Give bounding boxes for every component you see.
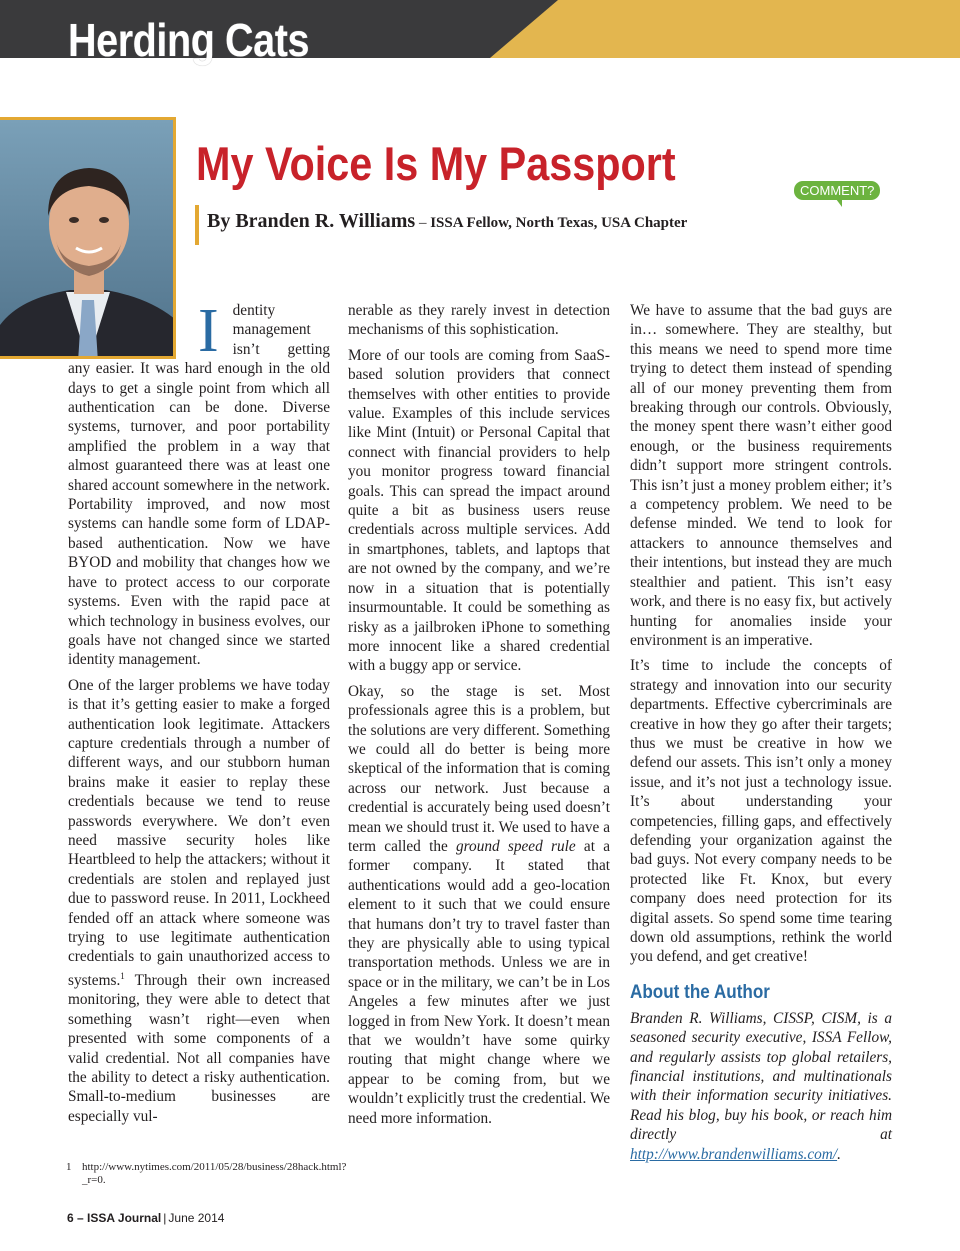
issue-date: June 2014 (168, 1211, 225, 1225)
title-rule (195, 205, 199, 245)
drop-cap: I (198, 297, 219, 365)
article-title: My Voice Is My Passport (196, 137, 676, 190)
emphasis-term: ground speed rule (456, 837, 576, 855)
footnote-link[interactable]: http://www.nytimes.com/2011/05/28/business/28hack.html?_r=0. (82, 1161, 347, 1186)
paragraph: We have to assume that the bad guys are in… somewhere. They are stealthy, but this means we need to spend more time trying to detect them instead of spending all of our money preventing them from breaking through our controls. Obviously, the money spent there wasn’t either good enough, or the business requirements didn’t support more stringent controls. This isn’t just a money problem either; it’s a competency problem. We need to be defense minded. We tend to look for attackers to announce themselves and their intentions, but instead they are much stealthier and patient. This isn’t easy work, and there is no easy fix, but actively hunting for anomalies inside your environment is an imperative. (630, 302, 892, 649)
author-bio-text: Branden R. Williams, CISSP, CISM, is a seasoned security executive, ISSA Fellow, and regularly assists top global retailers, financial institutions, and multinationals with their information security initiatives. Read his blog, buy his book, or reach him directly at (630, 1009, 892, 1144)
paragraph (68, 297, 330, 670)
paragraph-text: Okay, so the stage is set. Most professionals agree this is a problem, but the solutions are very different. Something we could all do better is being more skeptical of the information that is coming across our network. Just because a credential is accurately being used doesn’t mean we should trust it. We used to have a term called the (348, 682, 610, 855)
footnote (66, 1161, 347, 1187)
comment-button[interactable]: COMMENT? (794, 181, 880, 200)
author-name: By Branden R. Williams (207, 210, 416, 232)
author-website-link[interactable]: http://www.brandenwilliams.com/ (630, 1145, 838, 1163)
paragraph: nerable as they rarely invest in detection mechanisms of this sophistication. (348, 302, 610, 339)
footnote-number: 1 (66, 1161, 72, 1173)
about-author-heading: About the Author (630, 981, 770, 1003)
body-column-2 (348, 301, 610, 1134)
paragraph (348, 682, 610, 1128)
paragraph-text: at a former company. It stated that authentications would add a geo-location element to it such that we could ensure that humans don’t try to travel faster than they are physically able to using typical transportation methods. Unless we are in space or in the military, we can’t be in Los Angeles a few minutes after we just logged in from New York. It doesn’t mean that we wouldn’t have some quirky routing that might change where we appear to be coming from, but we wouldn’t explicitly trust the credential. We need more information. (348, 837, 610, 1127)
paragraph: More of our tools are coming from SaaS-based solution providers that connect themselves with other entities to provide value. Examples of this include services like Mint (Intuit) or Personal Capital that connect with financial providers to help you monitor progress toward financial goals. This can spread the impact around quite a bit as business users reuse credentials across multiple services. Add in smartphones, tablets, and laptops that are not owned by the company, and we’re now in a situation that is potentially insurmountable. It could be something as risky as a jailbroken iPhone to something more innocent like a shared credential with a buggy app or service. (348, 346, 610, 675)
header-gold-accent (490, 0, 960, 58)
footer-separator: | (163, 1211, 167, 1225)
paragraph-text: One of the larger problems we have today is that it’s getting easier to make a forged authentication look legitimate. Attackers capture credentials through a number of different ways, and our stubborn human brains make it easier to replay these credentials because we tend to reuse passwords everywhere. We don’t even need massive security holes like Heartbleed to help the attackers; without it credentials are stolen and replayed just due to password reuse. In 2011, Lockheed fended off an attack where someone was trying to use legitimate authentication credentials to gain unauthorized access to systems. (68, 676, 330, 989)
page-footer (67, 1211, 224, 1225)
author-bio (630, 1009, 892, 1164)
paragraph: It’s time to include the concepts of strategy and innovation into our security departments. Effective cybercriminals are creative in how they go after their targets; thus we must be creative in how we defend our assets. This isn’t only a money issue, and it’s not just a technology issue. It’s about understanding your competencies, filling gaps, and effectively defending your organization against the bad guys. Not every company needs to be protected like Ft. Knox, but every company does need protection for its digital assets. So spend some time tearing down old assumptions, rethink the world you defend, and get creative! (630, 657, 892, 966)
section-title: Herding Cats (68, 14, 310, 66)
paragraph-text: Through their own increased monitoring, they were able to detect that something wasn’t right—even when presented with some components of a valid credential. Not all companies have the ability to detect a risky authentication. Small-to-medium businesses are especially vul- (68, 971, 330, 1125)
body-column-1 (68, 297, 330, 1132)
body-column-3 (630, 301, 892, 1170)
author-bio-end: . (837, 1145, 841, 1163)
byline-separator: – (415, 215, 431, 231)
author-affiliation: ISSA Fellow, North Texas, USA Chapter (430, 215, 688, 231)
paragraph-text: dentity management isn’t getting any easier. It was hard enough in the old days to get a single point from which all authentication can be done. Diverse systems, turnover, and poor portability amplified the problem in a way that almost guaranteed there was at least one shared account somewhere in the network. Portability improved, and now most systems can handle some form of LDAP-based authentication. Now we have BYOD and mobility that changes how we have to protect access to our corporate systems. Even with the rapid pace at which technology in business evolves, our goals have not changed since we started identity management. (68, 302, 330, 669)
byline (207, 210, 687, 233)
footnote-ref[interactable]: 1 (120, 970, 125, 981)
page-number: 6 – ISSA Journal (67, 1211, 162, 1225)
paragraph (68, 676, 330, 1126)
